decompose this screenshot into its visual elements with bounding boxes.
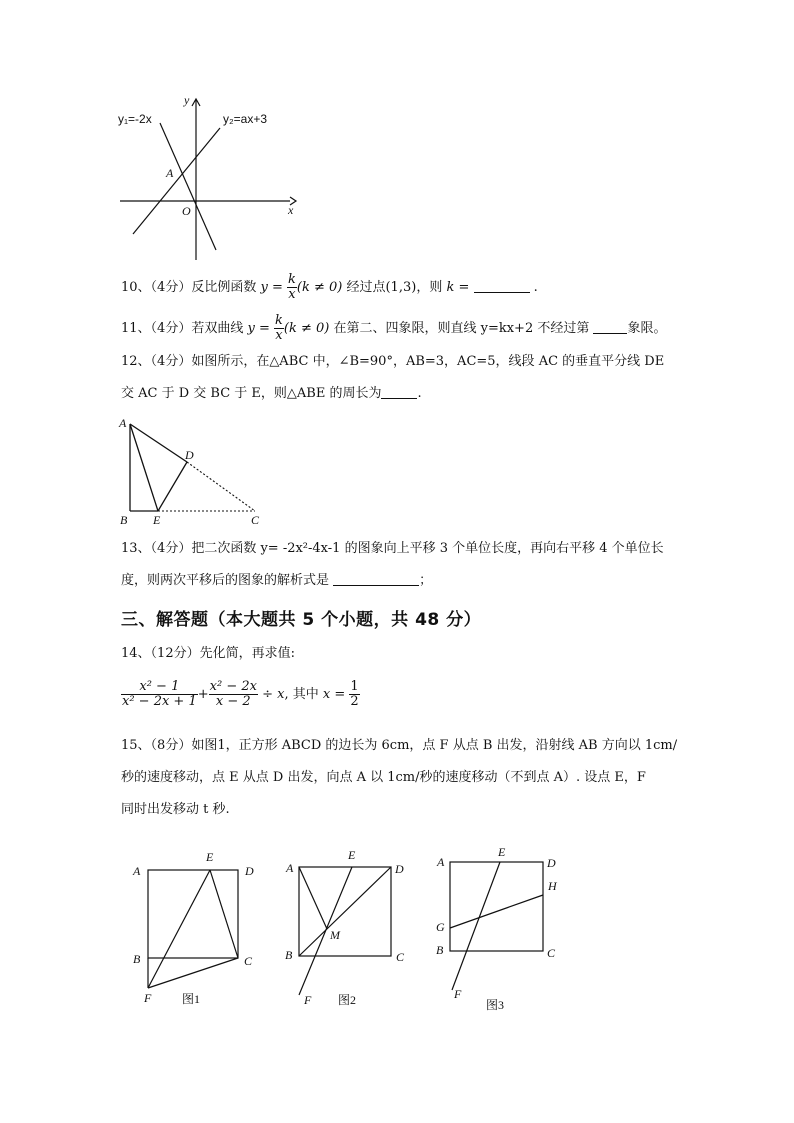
question-10 (121, 273, 538, 302)
origin-label: O (182, 204, 191, 218)
fig2-label-b: B (285, 948, 293, 962)
q10-frac-num: k (287, 272, 296, 287)
fig2-label-a: A (286, 861, 294, 875)
fig2-label-c: C (396, 950, 405, 964)
fig3-square (450, 862, 543, 951)
fig3-segment-gh (450, 895, 543, 928)
fig3-label-b: B (436, 943, 444, 957)
q13-end: ； (419, 573, 433, 588)
q11-answer-blank[interactable] (593, 319, 627, 334)
q12-answer-blank[interactable] (381, 384, 417, 399)
q10-answer-blank[interactable] (474, 278, 530, 293)
label-e: E (153, 513, 161, 527)
q10-prefix: 10、（4分）反比例函数 (121, 280, 257, 295)
q11-fraction (274, 314, 284, 343)
coordinate-graph-figure (110, 90, 310, 265)
fig3-label-h: H (548, 879, 557, 893)
question-14-prompt: 14、（12分）先化简，再求值: (121, 646, 295, 661)
triangle-figure (115, 412, 275, 530)
fig3-caption: 图3 (486, 998, 505, 1012)
question-13-line2 (121, 571, 432, 591)
q10-ask: ，则 (416, 280, 443, 295)
q14-x-eq: x = (322, 687, 346, 702)
q14-v-num: 1 (350, 679, 359, 694)
q14-where: , 其中 (284, 687, 319, 702)
label-d: D (185, 448, 194, 462)
q11-suffix: 在第二、四象限，则直线 y=kx+2 不经过第 (333, 321, 590, 336)
line-y2 (133, 128, 220, 234)
fig2-diagonal-bd (299, 867, 391, 956)
segment-ae (130, 424, 158, 511)
question-13-line1: 13、（4分）把二次函数 y= -2x²-4x-1 的图象向上平移 3 个单位长度，再向右平移 4 个单位长 (121, 541, 664, 556)
segment-ad (130, 424, 187, 462)
question-12-line1: 12、（4分）如图所示，在△ABC 中，∠B=90°，AB=3，AC=5，线段 AC 的垂直平分线 DE (121, 354, 665, 369)
q10-fraction (287, 273, 297, 302)
question-15-line1: 15、（8分）如图1，正方形 ABCD 的边长为 6cm，点 F 从点 B 出发，沿射线 AB 方向以 1cm/ (121, 738, 678, 753)
q10-cond: (k ≠ 0) (296, 280, 343, 295)
fig3-label-g: G (436, 920, 445, 934)
question-11 (121, 314, 667, 343)
q10-end: . (533, 280, 538, 295)
fig1-segment-ec (210, 870, 238, 958)
fig2-segment-am (299, 867, 327, 929)
label-a: A (119, 416, 127, 430)
fig3-label-a: A (437, 855, 445, 869)
fig1-label-e: E (206, 850, 214, 864)
question-14-expression (121, 680, 360, 709)
point-a-label: A (166, 166, 174, 180)
q10-point: (1,3) (385, 280, 417, 295)
q14-div: ÷ x (262, 687, 285, 702)
fig2-label-e: E (348, 848, 356, 862)
label-b: B (120, 513, 128, 527)
fig3-label-c: C (547, 946, 556, 960)
fig1-label-f: F (144, 991, 152, 1005)
fig3-label-d: D (547, 856, 556, 870)
q12-end: . (417, 386, 422, 401)
question-15-line3: 同时出发移动 t 秒. (121, 802, 230, 817)
line2-label: y₂=ax+3 (223, 112, 268, 126)
question-12-line2 (121, 384, 422, 404)
q12-line2-text: 交 AC 于 D 交 BC 于 E，则△ABE 的周长为 (121, 386, 382, 401)
q11-end: 象限。 (627, 321, 667, 336)
segment-de (158, 462, 187, 511)
q14-plus: + (197, 687, 209, 702)
line1-label: y₁=-2x (118, 112, 152, 126)
q10-frac-den: x (288, 287, 296, 302)
fig3-segment-ef (452, 862, 500, 990)
segment-dc (187, 462, 255, 511)
q10-func-lhs: y = (260, 280, 283, 295)
q14-value-fraction (349, 680, 359, 709)
fig1-label-a: A (133, 864, 141, 878)
q14-f1-den: x² − 2x + 1 (122, 694, 197, 709)
q13-answer-blank[interactable] (333, 571, 419, 586)
q13-line2-text: 度，则两次平移后的图象的解析式是 (121, 573, 330, 588)
q14-f1-num: x² − 1 (139, 679, 180, 694)
fig2-caption: 图2 (338, 993, 357, 1007)
q11-func-lhs: y = (247, 321, 270, 336)
q10-k-eq: k = (446, 280, 470, 295)
fig2-label-f: F (304, 993, 312, 1007)
fig3-label-f: F (454, 987, 462, 1001)
q14-f2-den: x − 2 (209, 694, 258, 709)
y-axis-label: y (184, 93, 190, 107)
figure-3 (432, 840, 572, 1020)
q14-fraction-1 (121, 680, 198, 709)
fig1-label-c: C (244, 954, 253, 968)
x-axis-label: x (288, 203, 294, 217)
figure-1 (128, 845, 268, 1015)
figure-2 (280, 845, 420, 1015)
fig1-label-d: D (245, 864, 254, 878)
section-3-title: 三、解答题（本大题共 5 个小题，共 48 分） (121, 610, 482, 630)
line-y1 (160, 123, 216, 250)
q14-f2-num: x² − 2x (209, 679, 257, 694)
fig2-label-m: M (330, 928, 340, 942)
q11-prefix: 11、（4分）若双曲线 (121, 321, 244, 336)
q11-cond: (k ≠ 0) (283, 321, 330, 336)
fig1-caption: 图1 (182, 992, 201, 1006)
fig3-label-e: E (498, 845, 506, 859)
q11-frac-den: x (275, 328, 283, 343)
q14-fraction-2 (209, 680, 258, 709)
label-c: C (251, 513, 260, 527)
fig2-segment-ef (299, 867, 352, 995)
q11-frac-num: k (274, 313, 283, 328)
q14-v-den: 2 (350, 694, 359, 709)
question-15-line2: 秒的速度移动，点 E 从点 D 出发，向点 A 以 1cm/秒的速度移动（不到点 A）. 设点 E，F (121, 770, 646, 785)
q10-mid: 经过点 (346, 280, 386, 295)
fig1-label-b: B (133, 952, 141, 966)
fig2-label-d: D (395, 862, 404, 876)
